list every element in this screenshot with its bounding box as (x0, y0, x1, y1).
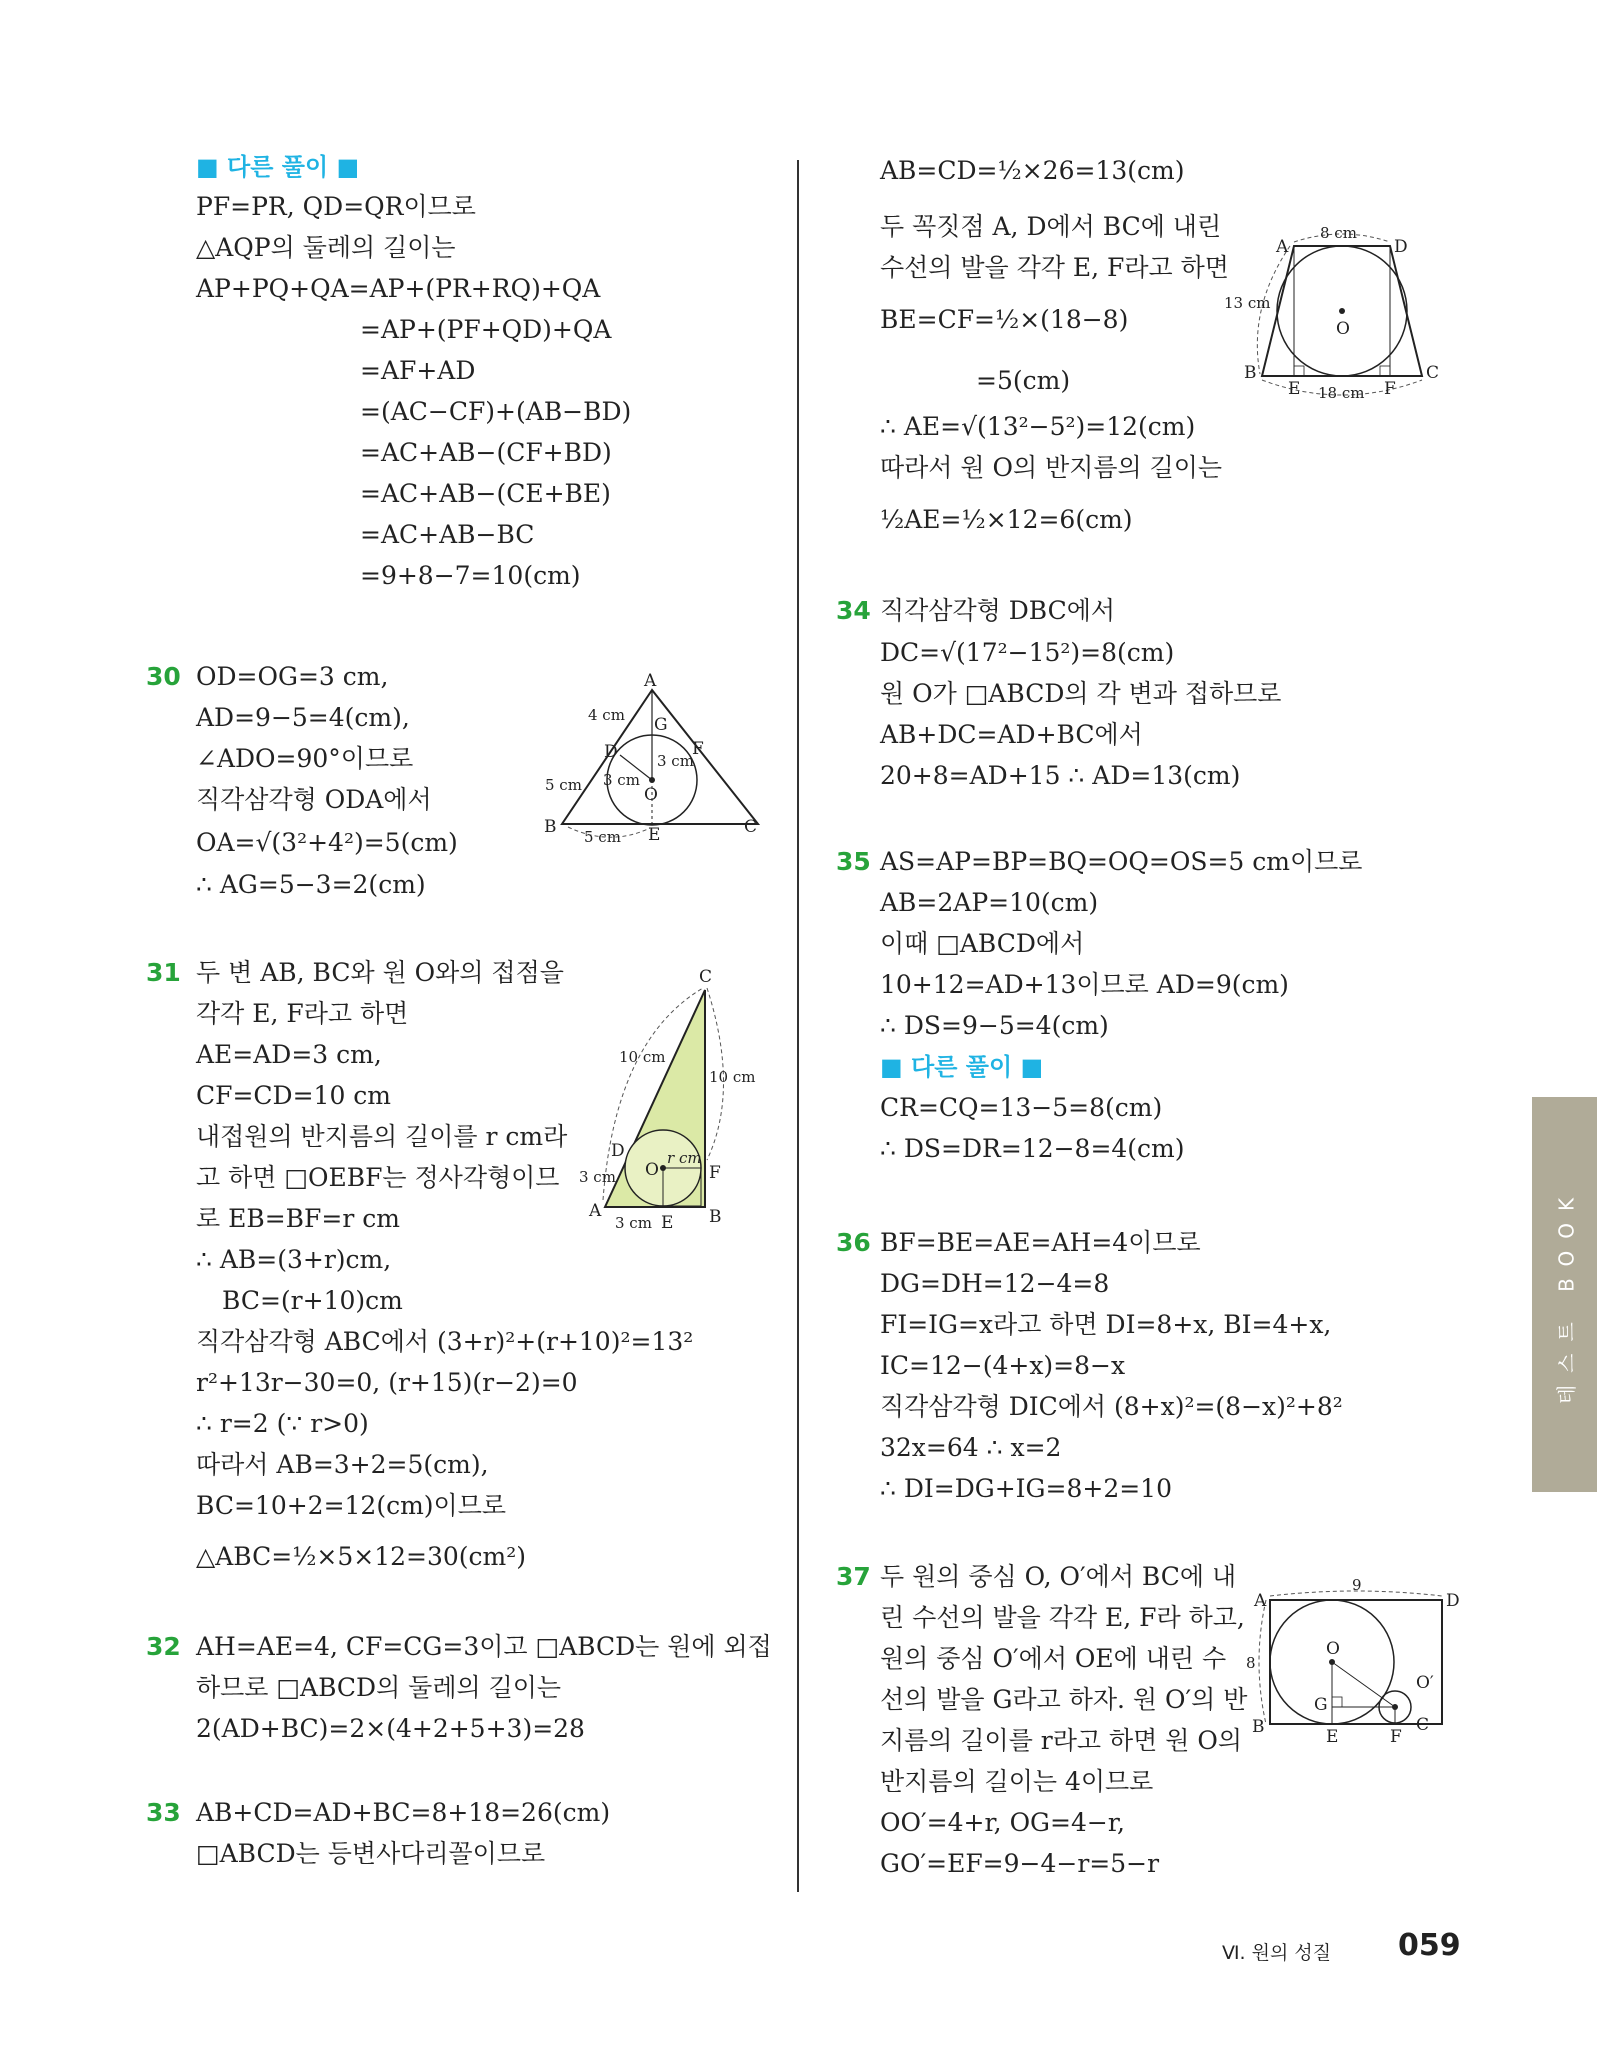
fig33-center (1339, 308, 1345, 314)
p31-line: 로 EB=BF=r cm (196, 1204, 400, 1233)
p34-line: 20+8=AD+15 ∴ AD=13(cm) (880, 761, 1241, 790)
fig30-center (649, 777, 655, 783)
fig33-label: F (1384, 379, 1396, 399)
fig33-right-angle (1294, 366, 1304, 376)
p30-line: ∴ AG=5−3=2(cm) (196, 870, 426, 899)
fig37-center-o (1329, 1659, 1335, 1665)
fig31-label: A (589, 1201, 602, 1221)
fig30-label: 5 cm (545, 776, 582, 794)
fig31-label: E (661, 1213, 674, 1233)
fig30-label: 3 cm (603, 771, 640, 789)
p31-line: △ABC=½×5×12=30(cm²) (196, 1542, 527, 1571)
fig37-arc (1259, 1600, 1266, 1724)
alt-line: =(AC−CF)+(AB−BD) (360, 397, 632, 426)
fig30-label: A (644, 672, 657, 691)
p33c-line: BE=CF=½×(18−8) (880, 305, 1129, 334)
fig30-label: F (692, 739, 704, 759)
figure-33 (1222, 218, 1452, 408)
fig33-label: O (1336, 319, 1350, 339)
fig37-label: G (1314, 1695, 1328, 1715)
alt-line: =AC+AB−(CE+BE) (360, 479, 611, 508)
fig31-label: 3 cm (579, 1168, 616, 1186)
fig30-label: 4 cm (588, 706, 625, 724)
problem-number: 35 (836, 847, 871, 876)
p37-line: 원의 중심 O′에서 OE에 내린 수 (880, 1644, 1227, 1673)
p30-line: AD=9−5=4(cm), (196, 703, 410, 732)
fig37-label: E (1326, 1727, 1339, 1747)
p31-line: 고 하면 □OEBF는 정사각형이므 (196, 1163, 560, 1192)
p36-line: DG=DH=12−4=8 (880, 1269, 1110, 1298)
alt-line: △AQP의 둘레의 길이는 (196, 233, 456, 262)
alt-line: =AC+AB−BC (360, 520, 535, 549)
p37-line: 린 수선의 발을 각각 E, F라 하고, (880, 1603, 1245, 1632)
fig37-label: D (1446, 1591, 1460, 1611)
fig31-label: 3 cm (615, 1214, 652, 1232)
p36-line: ∴ DI=DG+IG=8+2=10 (880, 1474, 1172, 1503)
p30-line: OD=OG=3 cm, (196, 662, 389, 691)
p33c-line: ½AE=½×12=6(cm) (880, 505, 1133, 534)
fig30-label: 5 cm (584, 828, 621, 846)
fig37-label: C (1416, 1715, 1430, 1735)
p33-line: AB+CD=AD+BC=8+18=26(cm) (196, 1798, 611, 1827)
fig37-label: O′ (1416, 1673, 1434, 1693)
fig31-label: r cm (667, 1149, 702, 1167)
p36-line: 직각삼각형 DIC에서 (8+x)²=(8−x)²+8² (880, 1392, 1343, 1421)
fig37-line-oo2 (1332, 1662, 1395, 1707)
p35-line: ∴ DS=9−5=4(cm) (880, 1011, 1109, 1040)
p36-line: 32x=64 ∴ x=2 (880, 1433, 1062, 1462)
p35-alt-line: ∴ DS=DR=12−8=4(cm) (880, 1134, 1185, 1163)
p37-line: 선의 발을 G라고 하자. 원 O′의 반 (880, 1685, 1248, 1714)
p37-line: OO′=4+r, OG=4−r, (880, 1808, 1125, 1837)
p31-line: 두 변 AB, BC와 원 O와의 접점을 (196, 958, 564, 987)
p32-line: 2(AD+BC)=2×(4+2+5+3)=28 (196, 1714, 585, 1743)
fig30-label: C (744, 817, 758, 837)
alt-line: PF=PR, QD=QR이므로 (196, 192, 476, 221)
p32-line: 하므로 □ABCD의 둘레의 길이는 (196, 1673, 562, 1702)
fig37-label: B (1252, 1717, 1265, 1737)
fig33-label: 18 cm (1318, 384, 1365, 402)
p33c-line: 두 꼭짓점 A, D에서 BC에 내린 (880, 212, 1222, 241)
p34-line: 원 O가 □ABCD의 각 변과 접하므로 (880, 679, 1282, 708)
p36-line: FI=IG=x라고 하면 DI=8+x, BI=4+x, (880, 1310, 1332, 1339)
fig30-label: D (604, 742, 618, 762)
figure-30 (540, 672, 770, 847)
alt-line: =AF+AD (360, 356, 476, 385)
problem-number: 30 (146, 662, 181, 691)
fig37-right-angle (1332, 1697, 1342, 1707)
p30-line: OA=√(3²+4²)=5(cm) (196, 828, 458, 857)
side-tab (1532, 1097, 1597, 1492)
p33c-line: ∴ AE=√(13²−5²)=12(cm) (880, 412, 1196, 441)
p36-line: IC=12−(4+x)=8−x (880, 1351, 1126, 1380)
p35-line: AB=2AP=10(cm) (880, 888, 1099, 917)
fig33-right-angle (1380, 366, 1390, 376)
fig33-label: D (1394, 237, 1408, 257)
fig31-label: 10 cm (709, 1068, 756, 1086)
p33c-line: 따라서 원 O의 반지름의 길이는 (880, 453, 1223, 482)
p37-line: 반지름의 길이는 4이므로 (880, 1767, 1154, 1796)
p33c-line: AB=CD=½×26=13(cm) (880, 156, 1185, 185)
p31-line: ∴ AB=(3+r)cm, (196, 1245, 392, 1274)
p35-line: AS=AP=BP=BQ=OQ=OS=5 cm이므로 (880, 847, 1363, 876)
p34-line: DC=√(17²−15²)=8(cm) (880, 638, 1175, 667)
fig30-label: G (654, 715, 668, 735)
p32-line: AH=AE=4, CF=CG=3이고 □ABCD는 원에 외접 (196, 1632, 772, 1661)
p30-line: ∠ADO=90°이므로 (196, 744, 414, 773)
p31-line: 직각삼각형 ABC에서 (3+r)²+(r+10)²=13² (196, 1327, 694, 1356)
fig33-label: E (1288, 379, 1301, 399)
figure-31 (575, 960, 770, 1235)
fig33-label: 13 cm (1224, 294, 1271, 312)
fig31-label: C (699, 967, 713, 987)
p37-line: 지름의 길이를 r라고 하면 원 O의 (880, 1726, 1242, 1755)
p37-line: GO′=EF=9−4−r=5−r (880, 1849, 1160, 1878)
p30-line: 직각삼각형 ODA에서 (196, 785, 432, 814)
fig31-label: O (645, 1160, 659, 1180)
problem-number: 37 (836, 1562, 871, 1591)
p36-line: BF=BE=AE=AH=4이므로 (880, 1228, 1201, 1257)
fig37-center-o2 (1392, 1704, 1398, 1710)
fig30-label: B (544, 817, 557, 837)
alt-line: =9+8−7=10(cm) (360, 561, 581, 590)
p37-line: 두 원의 중심 O, O′에서 BC에 내 (880, 1562, 1237, 1591)
fig37-label: A (1254, 1591, 1267, 1611)
p31-line: 따라서 AB=3+2=5(cm), (196, 1450, 489, 1479)
p31-line: ∴ r=2 (∵ r>0) (196, 1409, 369, 1438)
fig31-label: B (709, 1207, 722, 1227)
fig31-center (660, 1165, 666, 1171)
fig31-label: F (709, 1163, 721, 1183)
page-number: 059 (1398, 1928, 1461, 1963)
fig30-label: 3 cm (657, 752, 694, 770)
problem-number: 33 (146, 1798, 181, 1827)
p34-line: AB+DC=AD+BC에서 (880, 720, 1143, 749)
fig37-label: F (1390, 1727, 1402, 1747)
problem-number: 31 (146, 958, 181, 987)
fig37-label: O (1326, 1639, 1340, 1659)
problem-number: 32 (146, 1632, 181, 1661)
p35-line: 10+12=AD+13이므로 AD=9(cm) (880, 970, 1289, 999)
side-tab-text: 테스트 BOOK (1554, 1185, 1578, 1404)
p33c-line: =5(cm) (976, 366, 1071, 395)
fig30-label: E (648, 825, 661, 845)
fig30-label: O (644, 785, 658, 805)
fig31-label: 10 cm (619, 1048, 666, 1066)
alt-line: AP+PQ+QA=AP+(PR+RQ)+QA (196, 274, 601, 303)
fig37-label: 9 (1352, 1576, 1362, 1594)
fig31-label: D (611, 1141, 625, 1161)
p33c-line: 수선의 발을 각각 E, F라고 하면 (880, 253, 1229, 282)
chapter-title: Ⅵ. 원의 성질 (1222, 1942, 1332, 1964)
p31-line: CF=CD=10 cm (196, 1081, 392, 1110)
p35-line: 이때 □ABCD에서 (880, 929, 1085, 958)
p33-line: □ABCD는 등변사다리꼴이므로 (196, 1839, 546, 1868)
fig37-rectangle (1270, 1600, 1442, 1724)
fig33-label: 8 cm (1320, 224, 1357, 242)
alt-solution-label: ■ 다른 풀이 ■ (880, 1053, 1044, 1081)
fig33-label: A (1276, 237, 1289, 257)
column-divider (797, 160, 799, 1892)
p35-alt-line: CR=CQ=13−5=8(cm) (880, 1093, 1163, 1122)
p31-line: AE=AD=3 cm, (196, 1040, 382, 1069)
p34-line: 직각삼각형 DBC에서 (880, 596, 1116, 625)
alt-line: =AC+AB−(CF+BD) (360, 438, 612, 467)
p31-line: r²+13r−30=0, (r+15)(r−2)=0 (196, 1368, 578, 1397)
p31-line: 내접원의 반지름의 길이를 r cm라 (196, 1122, 568, 1151)
fig33-label: B (1244, 363, 1257, 383)
problem-number: 36 (836, 1228, 871, 1257)
fig37-label: 8 (1246, 1654, 1256, 1672)
p31-line: BC=(r+10)cm (222, 1286, 403, 1315)
p31-line: BC=10+2=12(cm)이므로 (196, 1491, 506, 1520)
problem-number: 34 (836, 596, 871, 625)
alt-line: =AP+(PF+QD)+QA (360, 315, 612, 344)
p31-line: 각각 E, F라고 하면 (196, 999, 409, 1028)
fig33-label: C (1426, 363, 1440, 383)
alt-solution-label: ■ 다른 풀이 ■ (196, 153, 360, 181)
figure-37 (1240, 1572, 1460, 1752)
